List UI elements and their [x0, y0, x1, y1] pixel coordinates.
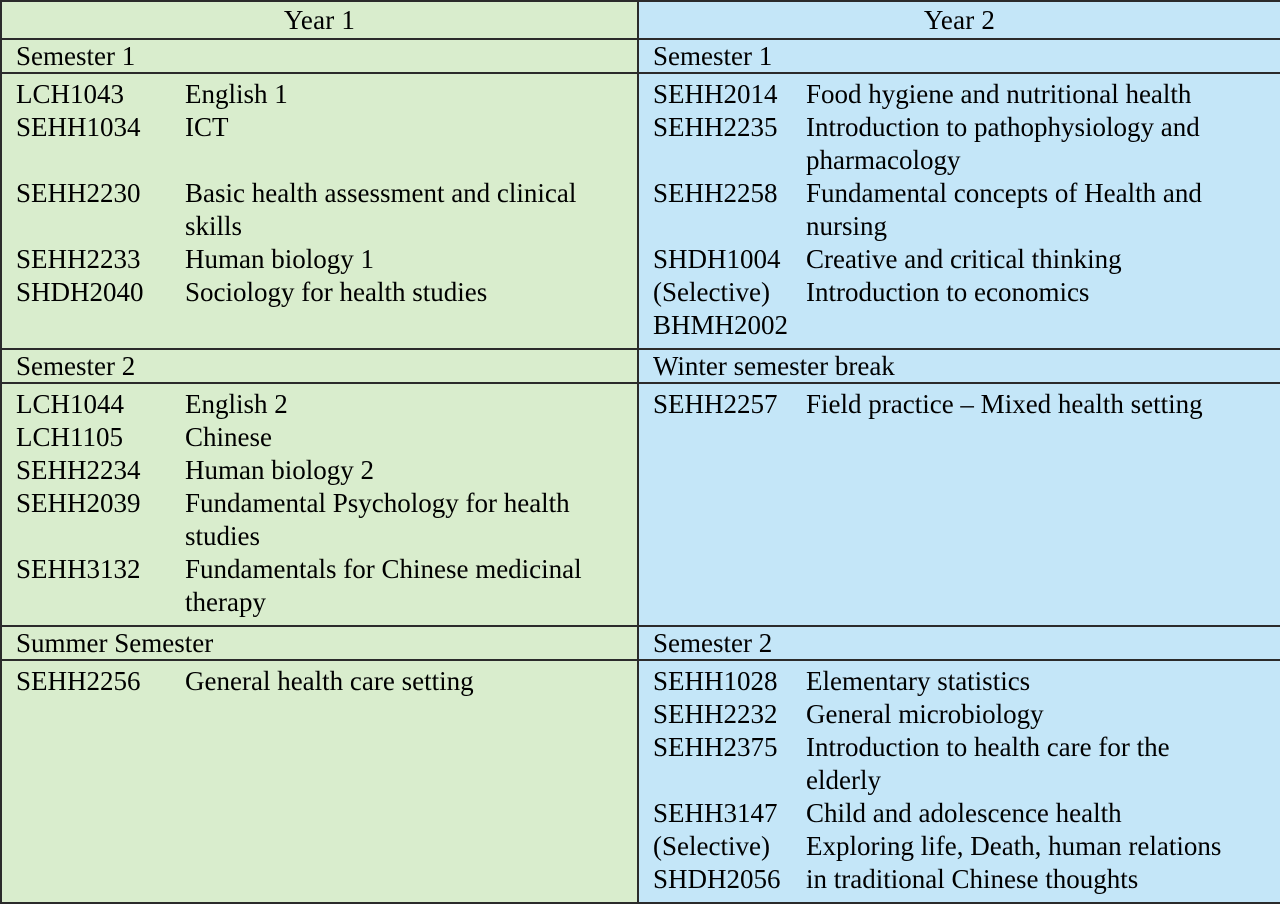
- year2-band-2-cell: [638, 349, 1280, 383]
- course-title: Introduction to economics: [806, 277, 1090, 307]
- course-code: SEHH2232: [653, 699, 778, 729]
- course-block-row-3: [1, 660, 1280, 903]
- course-entry-continuation: [2, 520, 637, 553]
- course-title: English 1: [185, 79, 288, 109]
- year1-block-2-courses: [2, 384, 637, 625]
- course-entry: [2, 177, 637, 210]
- course-title: Creative and critical thinking: [806, 244, 1122, 274]
- semester-band-row-1: [1, 39, 1280, 73]
- course-entry: [2, 553, 637, 586]
- course-code: SEHH2014: [653, 79, 778, 109]
- course-title: Introduction to health care for the: [806, 732, 1170, 762]
- year2-block-2-cell: [638, 383, 1280, 626]
- course-entry: [2, 111, 637, 144]
- course-title: Human biology 1: [185, 244, 374, 274]
- year1-block-3-courses: [2, 661, 637, 704]
- course-title: Fundamental Psychology for health: [185, 488, 570, 518]
- course-code: SEHH2039: [16, 488, 141, 518]
- course-entry: [2, 421, 637, 454]
- course-entry: [2, 276, 637, 309]
- course-block-row-2: [1, 383, 1280, 626]
- course-title: Exploring life, Death, human relations: [806, 831, 1222, 861]
- year1-title: Year 1: [283, 5, 356, 35]
- course-title: Elementary statistics: [806, 666, 1031, 696]
- course-code: (Selective): [653, 831, 770, 861]
- course-title: ICT: [185, 112, 229, 142]
- course-code: SEHH1028: [653, 666, 778, 696]
- course-code: SEHH2256: [16, 666, 141, 696]
- course-title: General health care setting: [185, 666, 474, 696]
- year1-block-3-cell: [1, 660, 638, 903]
- course-entry-continuation: [639, 764, 1280, 797]
- course-title: Sociology for health studies: [185, 277, 488, 307]
- year1-band-3-label: Summer Semester: [16, 628, 214, 658]
- course-code: SEHH2235: [653, 112, 778, 142]
- course-entry: [639, 388, 1280, 421]
- course-entry: [639, 111, 1280, 144]
- course-code: SHDH2056: [653, 864, 781, 894]
- course-title: skills: [185, 211, 243, 241]
- course-entry-spacer: [2, 144, 637, 177]
- year1-block-1-courses: [2, 74, 637, 348]
- year1-band-3-cell: [1, 626, 638, 660]
- year2-title: Year 2: [923, 5, 996, 35]
- course-title: Fundamentals for Chinese medicinal: [185, 554, 582, 584]
- semester-band-row-2: [1, 349, 1280, 383]
- course-code: SEHH3147: [653, 798, 778, 828]
- course-entry-continuation: [2, 586, 637, 619]
- course-title: therapy: [185, 587, 266, 617]
- course-code: SEHH2375: [653, 732, 778, 762]
- course-entry: [2, 78, 637, 111]
- course-entry: [639, 863, 1280, 896]
- course-entry-continuation: [639, 144, 1280, 177]
- course-block-row-1: [1, 73, 1280, 349]
- course-title: Basic health assessment and clinical: [185, 178, 577, 208]
- year2-block-3-courses: [639, 661, 1280, 902]
- semester-band-row-3: [1, 626, 1280, 660]
- block-filler: [2, 309, 637, 342]
- year2-band-1-label: Semester 1: [653, 41, 773, 71]
- year1-header-cell: [1, 1, 638, 39]
- course-entry: [639, 309, 1280, 342]
- course-title: Chinese: [185, 422, 272, 452]
- year1-block-1-cell: [1, 73, 638, 349]
- course-title: Child and adolescence health: [806, 798, 1122, 828]
- year2-block-1-cell: [638, 73, 1280, 349]
- course-code: LCH1043: [16, 79, 124, 109]
- course-entry: [639, 177, 1280, 210]
- course-entry: [639, 830, 1280, 863]
- course-entry: [2, 487, 637, 520]
- course-code: SEHH2258: [653, 178, 778, 208]
- course-entry-continuation: [2, 210, 637, 243]
- course-code: SEHH2233: [16, 244, 141, 274]
- course-entry: [639, 276, 1280, 309]
- year1-block-2-cell: [1, 383, 638, 626]
- year2-band-3-label: Semester 2: [653, 628, 773, 658]
- year2-band-2-label: Winter semester break: [653, 351, 895, 381]
- year2-block-2-courses: [639, 384, 1280, 427]
- course-entry: [2, 388, 637, 421]
- course-code: SEHH3132: [16, 554, 141, 584]
- course-title: Introduction to pathophysiology and: [806, 112, 1200, 142]
- course-entry: [639, 698, 1280, 731]
- course-title: English 2: [185, 389, 288, 419]
- course-code: LCH1105: [16, 422, 123, 452]
- year2-block-3-cell: [638, 660, 1280, 903]
- year2-block-1-courses: [639, 74, 1280, 348]
- course-title: in traditional Chinese thoughts: [806, 864, 1139, 894]
- course-entry: [2, 454, 637, 487]
- course-title: Field practice – Mixed health setting: [806, 389, 1203, 419]
- course-title: pharmacology: [806, 145, 961, 175]
- table-header-row: [1, 1, 1280, 39]
- course-entry: [2, 665, 637, 698]
- course-code: BHMH2002: [653, 310, 789, 340]
- course-title: General microbiology: [806, 699, 1044, 729]
- course-title: Human biology 2: [185, 455, 374, 485]
- course-entry: [639, 243, 1280, 276]
- year1-band-2-cell: [1, 349, 638, 383]
- course-code: (Selective): [653, 277, 770, 307]
- course-entry: [639, 665, 1280, 698]
- course-entry-continuation: [639, 210, 1280, 243]
- course-code: SEHH2257: [653, 389, 778, 419]
- course-title: nursing: [806, 211, 887, 241]
- course-title: Fundamental concepts of Health and: [806, 178, 1202, 208]
- year2-band-3-cell: [638, 626, 1280, 660]
- course-code: SHDH1004: [653, 244, 781, 274]
- year1-band-1-cell: [1, 39, 638, 73]
- course-code: LCH1044: [16, 389, 124, 419]
- course-entry: [639, 731, 1280, 764]
- year2-header-cell: [638, 1, 1280, 39]
- course-code: SHDH2040: [16, 277, 144, 307]
- year1-band-2-label: Semester 2: [16, 351, 136, 381]
- course-title: Food hygiene and nutritional health: [806, 79, 1192, 109]
- year1-band-1-label: Semester 1: [16, 41, 136, 71]
- course-code: SEHH2234: [16, 455, 141, 485]
- course-entry: [2, 243, 637, 276]
- course-title: studies: [185, 521, 261, 551]
- course-entry: [639, 797, 1280, 830]
- course-code: SEHH2230: [16, 178, 141, 208]
- course-entry: [639, 78, 1280, 111]
- course-title: elderly: [806, 765, 881, 795]
- year2-band-1-cell: [638, 39, 1280, 73]
- course-code: SEHH1034: [16, 112, 141, 142]
